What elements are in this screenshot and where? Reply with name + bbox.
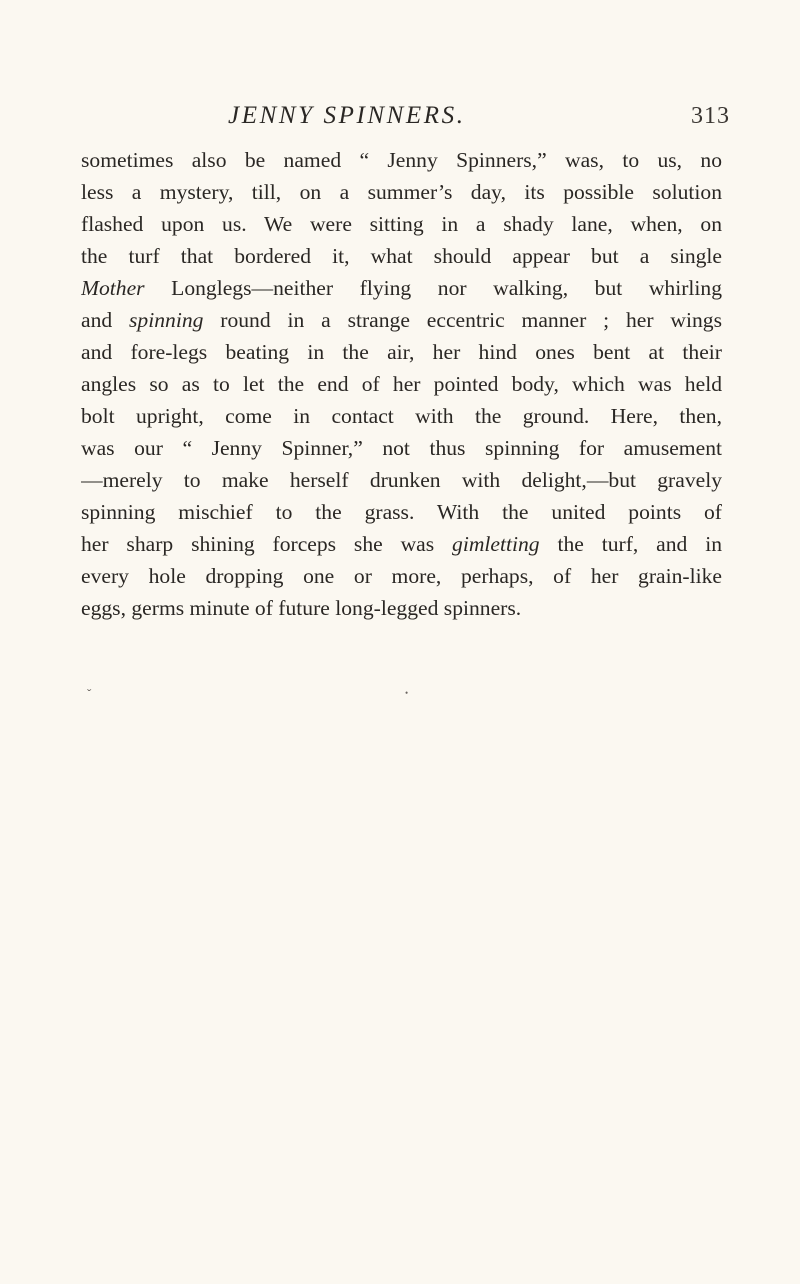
text-segment: the turf, and in <box>539 532 722 556</box>
text-segment: flashed upon us. We were sitting in a shady lane, when, on <box>81 212 722 236</box>
text-line <box>81 592 722 624</box>
text-line <box>81 528 722 560</box>
text-segment: angles so as to let the end of her pointed body, which was held <box>81 372 722 396</box>
text-segment: every hole dropping one or more, perhaps, of her grain-like <box>81 564 722 588</box>
running-head <box>0 96 800 136</box>
text-line <box>81 272 722 304</box>
text-line <box>81 496 722 528</box>
text-line <box>81 560 722 592</box>
text-segment: and <box>81 308 130 332</box>
text-segment: spinning mischief to the grass. With the united points of <box>81 500 722 524</box>
italic-text: gimletting <box>452 532 540 556</box>
text-line <box>81 432 722 464</box>
text-segment: bolt upright, come in contact with the ground. Here, then, <box>81 404 722 428</box>
stray-tick-mark: ˇ <box>87 686 92 701</box>
page-number: 313 <box>691 103 730 129</box>
text-line <box>81 464 722 496</box>
text-line <box>81 400 722 432</box>
text-line <box>81 208 722 240</box>
text-line <box>81 368 722 400</box>
body-text <box>81 144 722 624</box>
text-segment: the turf that bordered it, what should appear but a single <box>81 244 722 268</box>
text-segment: Longlegs—neither flying nor walking, but whirling <box>144 276 722 300</box>
text-segment: eggs, germs minute of future long-legged spinners. <box>81 596 522 620</box>
stray-dot-mark: • <box>405 688 409 698</box>
text-segment: round in a strange eccentric manner ; her wings <box>203 308 722 332</box>
text-line <box>81 144 722 176</box>
text-segment: less a mystery, till, on a summer’s day, its possible solution <box>81 180 722 204</box>
italic-text: Mother <box>81 276 145 300</box>
text-line <box>81 336 722 368</box>
text-line <box>81 240 722 272</box>
text-segment: sometimes also be named “ Jenny Spinners,” was, to us, no <box>81 148 722 172</box>
text-segment: and fore-legs beating in the air, her hind ones bent at their <box>81 340 722 364</box>
text-line <box>81 304 722 336</box>
text-segment: her sharp shining forceps she was <box>81 532 453 556</box>
running-title: JENNY SPINNERS. <box>228 102 466 129</box>
text-segment: was our “ Jenny Spinner,” not thus spinning for amusement <box>81 436 722 460</box>
text-line <box>81 176 722 208</box>
italic-text: spinning <box>129 308 204 332</box>
text-segment: —merely to make herself drunken with delight,—but gravely <box>81 468 722 492</box>
